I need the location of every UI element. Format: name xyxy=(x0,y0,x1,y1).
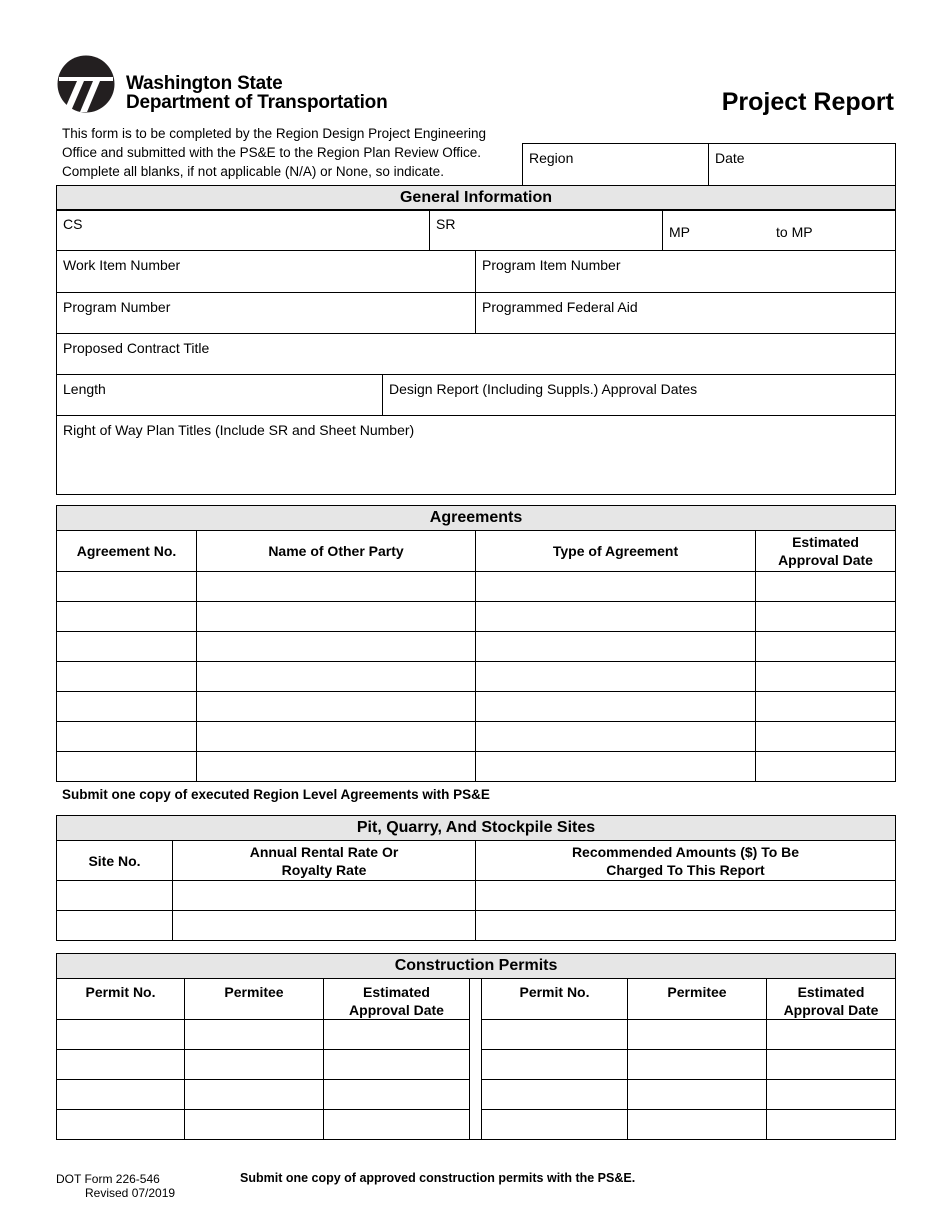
table-cell[interactable] xyxy=(57,662,197,692)
table-cell[interactable] xyxy=(324,1110,470,1140)
instructions xyxy=(62,124,522,181)
col-site-no: Site No. xyxy=(57,841,173,881)
col-estimated-approval-date xyxy=(756,531,896,572)
table-cell[interactable] xyxy=(482,1110,628,1140)
mp-field[interactable] xyxy=(663,210,896,251)
work-item-number-field[interactable] xyxy=(57,251,476,293)
table-cell[interactable] xyxy=(57,602,197,632)
programmed-federal-aid-label: Programmed Federal Aid xyxy=(482,299,638,315)
general-row-5 xyxy=(56,415,896,495)
table-cell[interactable] xyxy=(324,1080,470,1110)
table-cell[interactable] xyxy=(756,692,896,722)
program-item-number-field[interactable] xyxy=(476,251,896,293)
col-estimated-approval-date-right xyxy=(767,979,896,1020)
col-permit-no-left: Permit No. xyxy=(57,979,185,1020)
table-cell[interactable] xyxy=(57,1020,185,1050)
table-cell[interactable] xyxy=(767,1020,896,1050)
table-row xyxy=(57,632,896,662)
col-recommended-amounts-line2: Charged To This Report xyxy=(606,861,765,878)
sr-field[interactable] xyxy=(430,210,663,251)
org-name-line2: Department of Transportation xyxy=(126,92,388,113)
table-cell[interactable] xyxy=(57,881,173,911)
construction-permits-title: Construction Permits xyxy=(57,954,896,979)
table-cell[interactable] xyxy=(57,632,197,662)
col-annual-rental-rate xyxy=(173,841,476,881)
table-cell[interactable] xyxy=(57,1050,185,1080)
table-cell[interactable] xyxy=(756,602,896,632)
construction-permits-table xyxy=(56,953,896,1140)
form-title: Project Report xyxy=(721,88,894,116)
table-cell[interactable] xyxy=(173,911,476,941)
org-name-line1: Washington State xyxy=(126,73,283,94)
table-cell[interactable] xyxy=(767,1050,896,1080)
table-cell[interactable] xyxy=(476,602,756,632)
agreements-table xyxy=(56,505,896,782)
cs-field[interactable] xyxy=(57,210,430,251)
col-approval-date-label: Approval Date xyxy=(349,1002,444,1018)
table-cell[interactable] xyxy=(57,1110,185,1140)
general-row-3 xyxy=(56,333,896,375)
right-of-way-plan-titles-label: Right of Way Plan Titles (Include SR and Sheet Number) xyxy=(63,422,415,438)
col-name-of-other-party: Name of Other Party xyxy=(197,531,476,572)
table-cell[interactable] xyxy=(756,632,896,662)
table-cell[interactable] xyxy=(628,1110,767,1140)
table-cell[interactable] xyxy=(197,662,476,692)
permits-note: Submit one copy of approved construction permits with the PS&E. xyxy=(240,1171,636,1185)
table-row xyxy=(57,752,896,782)
table-cell[interactable] xyxy=(476,752,756,782)
table-cell[interactable] xyxy=(197,632,476,662)
cs-label: CS xyxy=(63,216,83,232)
col-recommended-amounts-line1: Recommended Amounts ($) To Be xyxy=(571,843,800,860)
to-mp-label: to MP xyxy=(776,224,813,240)
region-field[interactable] xyxy=(523,144,709,186)
table-row xyxy=(57,662,896,692)
table-cell[interactable] xyxy=(628,1020,767,1050)
table-cell[interactable] xyxy=(324,1050,470,1080)
col-annual-rental-rate-line1: Annual Rental Rate Or xyxy=(249,843,399,860)
col-permit-no-right: Permit No. xyxy=(482,979,628,1020)
table-cell[interactable] xyxy=(185,1080,324,1110)
proposed-contract-title-field[interactable] xyxy=(57,334,896,375)
table-cell[interactable] xyxy=(482,1020,628,1050)
mp-label: MP xyxy=(669,224,690,240)
form-number: DOT Form 226-546 xyxy=(56,1172,160,1186)
table-cell[interactable] xyxy=(476,692,756,722)
length-label: Length xyxy=(63,381,106,397)
table-cell[interactable] xyxy=(482,1080,628,1110)
col-agreement-no: Agreement No. xyxy=(57,531,197,572)
length-field[interactable] xyxy=(57,375,383,416)
right-of-way-plan-titles-field[interactable] xyxy=(57,416,896,495)
region-label: Region xyxy=(529,150,574,166)
table-cell[interactable] xyxy=(767,1110,896,1140)
work-item-number-label: Work Item Number xyxy=(63,257,181,273)
table-row xyxy=(57,572,896,602)
col-estimated-label: Estimated xyxy=(792,534,859,550)
wsdot-logo-icon xyxy=(57,55,115,113)
col-estimated-label: Estimated xyxy=(797,984,865,1000)
pit-quarry-table xyxy=(56,815,896,941)
table-cell[interactable] xyxy=(476,722,756,752)
general-information-section xyxy=(56,185,896,211)
table-row xyxy=(57,881,896,911)
table-cell[interactable] xyxy=(197,572,476,602)
date-field[interactable] xyxy=(709,144,896,186)
col-type-of-agreement: Type of Agreement xyxy=(476,531,756,572)
table-cell[interactable] xyxy=(197,602,476,632)
table-cell[interactable] xyxy=(197,752,476,782)
table-row xyxy=(57,692,896,722)
table-cell[interactable] xyxy=(57,752,197,782)
instruction-line: This form is to be completed by the Region Design Project Engineering xyxy=(62,126,486,141)
table-cell[interactable] xyxy=(756,572,896,602)
table-cell[interactable] xyxy=(57,722,197,752)
column-spacer xyxy=(470,979,482,1140)
table-cell[interactable] xyxy=(173,881,476,911)
col-permitee-left: Permitee xyxy=(185,979,324,1020)
table-cell[interactable] xyxy=(185,1020,324,1050)
table-cell[interactable] xyxy=(756,722,896,752)
table-cell[interactable] xyxy=(756,662,896,692)
col-recommended-amounts xyxy=(476,841,896,881)
general-row-2 xyxy=(56,250,896,334)
table-cell[interactable] xyxy=(185,1050,324,1080)
table-cell[interactable] xyxy=(628,1080,767,1110)
table-cell[interactable] xyxy=(476,572,756,602)
table-cell[interactable] xyxy=(756,752,896,782)
wsdot-logo xyxy=(57,55,417,115)
col-estimated-label: Estimated xyxy=(363,984,430,1000)
program-number-label: Program Number xyxy=(63,299,171,315)
design-report-label: Design Report (Including Suppls.) Approval Dates xyxy=(389,381,698,397)
general-row-4 xyxy=(56,374,896,416)
table-row xyxy=(57,722,896,752)
design-report-field[interactable] xyxy=(383,375,896,416)
table-cell[interactable] xyxy=(57,1080,185,1110)
program-number-field[interactable] xyxy=(57,293,476,334)
date-label: Date xyxy=(715,150,745,166)
footer-form-info xyxy=(56,1172,175,1200)
agreements-note: Submit one copy of executed Region Level Agreements with PS&E xyxy=(62,787,490,802)
table-cell[interactable] xyxy=(476,662,756,692)
pit-quarry-title: Pit, Quarry, And Stockpile Sites xyxy=(57,816,896,841)
col-annual-rental-rate-line2: Royalty Rate xyxy=(281,861,367,878)
table-cell[interactable] xyxy=(482,1050,628,1080)
table-cell[interactable] xyxy=(197,692,476,722)
table-cell[interactable] xyxy=(57,911,173,941)
col-permitee-right: Permitee xyxy=(628,979,767,1020)
table-cell[interactable] xyxy=(628,1050,767,1080)
col-approval-date-label: Approval Date xyxy=(783,1002,879,1018)
table-row xyxy=(57,602,896,632)
table-row xyxy=(57,911,896,941)
general-row-1 xyxy=(56,209,896,251)
revised-date: Revised 07/2019 xyxy=(85,1186,176,1200)
table-cell[interactable] xyxy=(476,911,896,941)
proposed-contract-title-label: Proposed Contract Title xyxy=(63,340,210,356)
sr-label: SR xyxy=(436,216,456,232)
general-information-title: General Information xyxy=(57,186,896,211)
col-estimated-approval-date-left xyxy=(324,979,470,1020)
table-cell[interactable] xyxy=(767,1080,896,1110)
program-item-number-label: Program Item Number xyxy=(482,257,621,273)
table-cell[interactable] xyxy=(185,1110,324,1140)
agreements-title: Agreements xyxy=(57,506,896,531)
region-date-box xyxy=(522,143,896,186)
table-cell[interactable] xyxy=(324,1020,470,1050)
programmed-federal-aid-field[interactable] xyxy=(476,293,896,334)
col-approval-date-label: Approval Date xyxy=(778,552,873,568)
table-cell[interactable] xyxy=(57,572,197,602)
instruction-line: Office and submitted with the PS&E to the Region Plan Review Office. xyxy=(62,145,481,160)
table-cell[interactable] xyxy=(197,722,476,752)
instruction-line: Complete all blanks, if not applicable (N/A) or None, so indicate. xyxy=(62,164,444,179)
table-cell[interactable] xyxy=(57,692,197,722)
table-cell[interactable] xyxy=(476,881,896,911)
table-cell[interactable] xyxy=(476,632,756,662)
